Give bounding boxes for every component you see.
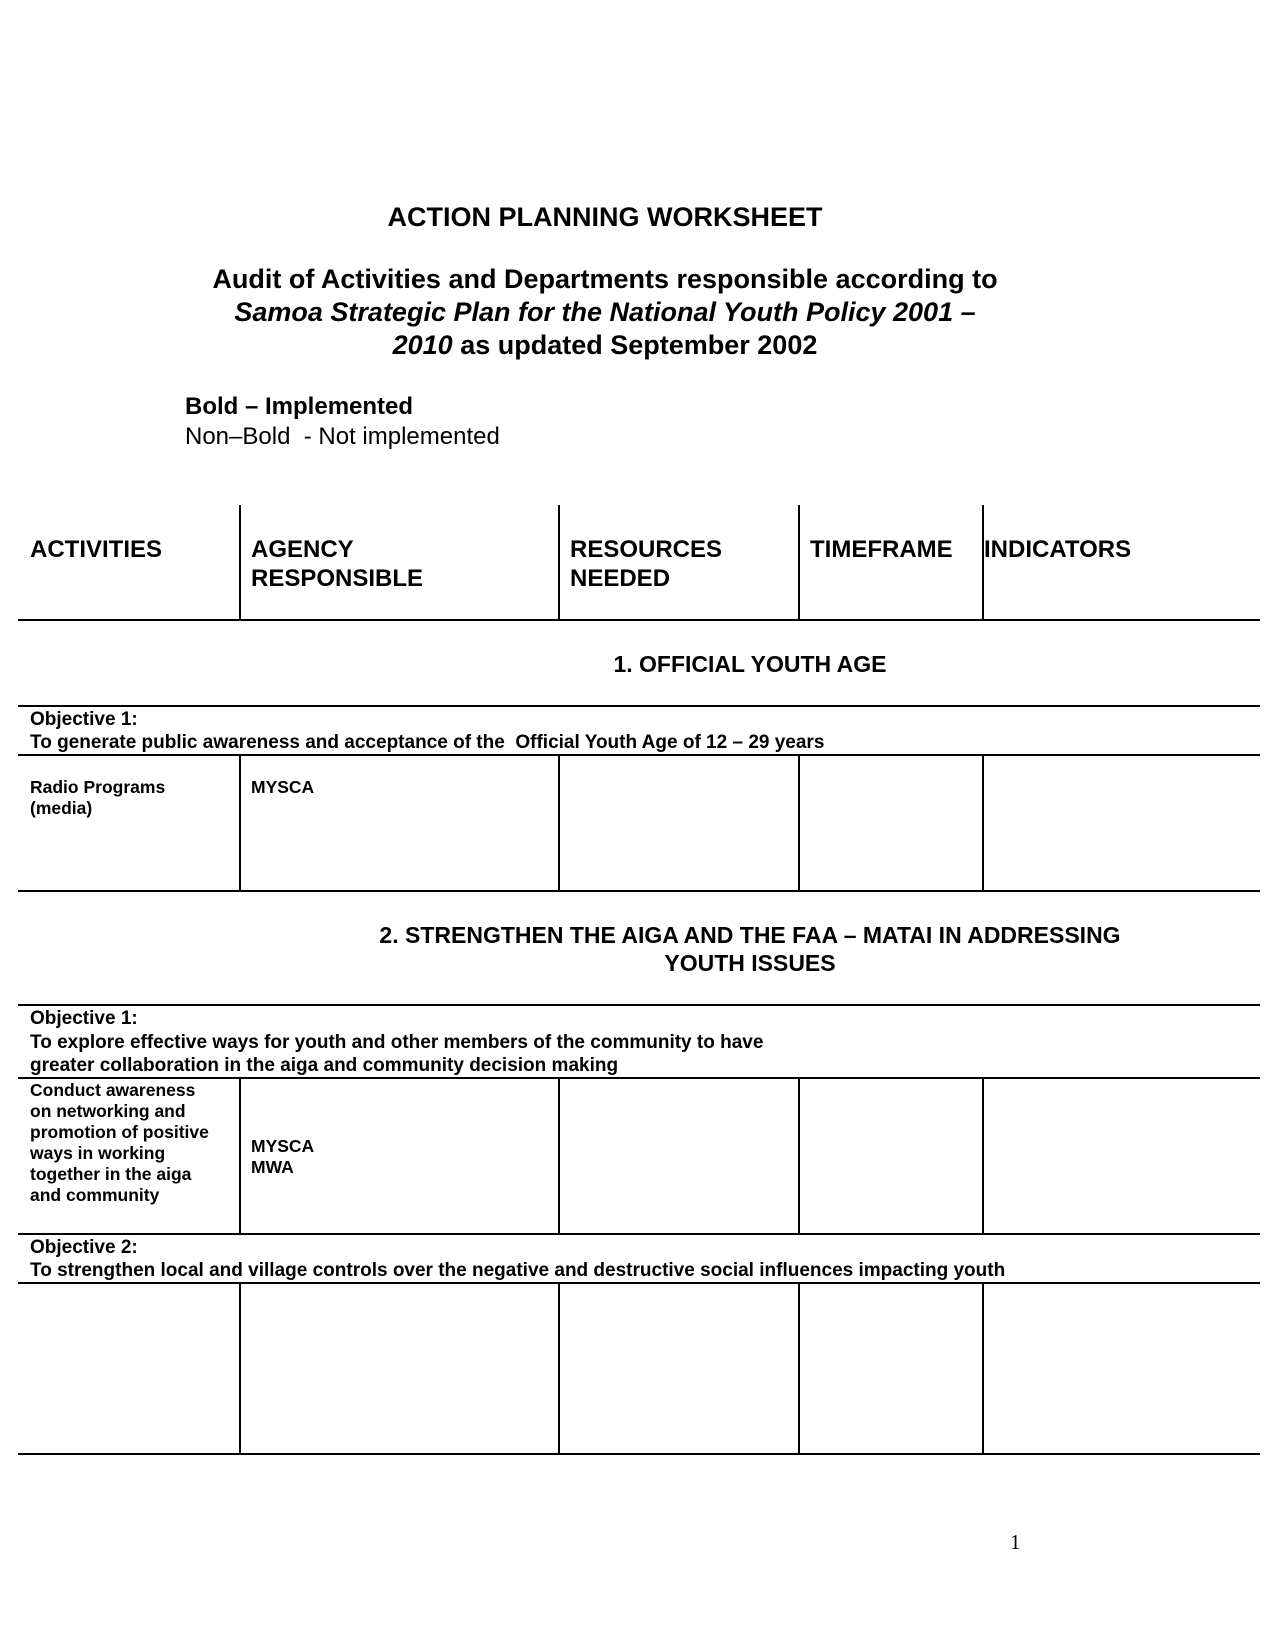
page-number: 1 (1010, 1530, 1021, 1554)
activity-line: promotion of positive (30, 1122, 209, 1142)
agency-line: MYSCA (251, 1136, 315, 1156)
table-col-rule (558, 1282, 560, 1453)
column-header-resources-line1: RESOURCES (570, 536, 723, 563)
table-col-rule (558, 1077, 560, 1233)
objective-text: To generate public awareness and acceptance of the Official Youth Age of 12 – 29 years (30, 732, 825, 753)
subtitle-line2 (0, 297, 1210, 328)
activity-cell (30, 777, 165, 819)
table-rule (18, 1453, 1260, 1455)
subtitle-line1: Audit of Activities and Departments responsible according to (212, 264, 998, 294)
table-col-rule (798, 1282, 800, 1453)
activity-line: and community (30, 1185, 160, 1205)
activity-line: Radio Programs (30, 777, 166, 797)
table-col-rule (798, 754, 800, 890)
column-header-agency (251, 535, 423, 593)
agency-cell (251, 1136, 314, 1178)
table-col-rule (239, 1282, 241, 1453)
activity-line: (media) (30, 798, 93, 818)
activity-line: on networking and (30, 1101, 186, 1121)
activity-line: together in the aiga (30, 1164, 192, 1184)
activity-cell (30, 1080, 209, 1206)
column-header-agency-line1: AGENCY (251, 536, 354, 563)
table-col-rule (982, 1077, 984, 1233)
section-heading-line2: YOUTH ISSUES (664, 950, 836, 976)
column-header-resources (570, 535, 722, 593)
table-col-rule (558, 505, 560, 619)
table-col-rule (982, 1282, 984, 1453)
legend-bold: Bold – Implemented (185, 393, 414, 420)
activity-line: Conduct awareness (30, 1080, 196, 1100)
column-header-timeframe: TIMEFRAME (810, 536, 953, 563)
page-title: ACTION PLANNING WORKSHEET (387, 202, 823, 232)
table-col-rule (239, 1077, 241, 1233)
table-rule (18, 705, 1260, 707)
objective-text: To explore effective ways for youth and other members of the community to have (30, 1032, 764, 1053)
column-header-indicators: INDICATORS (984, 536, 1132, 563)
table-header-rule (18, 619, 1260, 621)
column-header-resources-line2: NEEDED (570, 565, 671, 592)
legend-nonbold: Non–Bold - Not implemented (185, 423, 500, 450)
section-heading-line1: 2. STRENGTHEN THE AIGA AND THE FAA – MATAI IN ADDRESSING (379, 922, 1121, 948)
objective-label: Objective 2: (30, 1237, 138, 1258)
table-rule (18, 1004, 1260, 1006)
table-rule (18, 890, 1260, 892)
table-col-rule (239, 505, 241, 619)
subtitle-italic-year: 2010 (392, 330, 453, 360)
table-col-rule (982, 754, 984, 890)
column-header-agency-line2: RESPONSIBLE (251, 565, 424, 592)
table-col-rule (798, 505, 800, 619)
section-heading: 1. OFFICIAL YOUTH AGE (613, 651, 887, 677)
objective-label: Objective 1: (30, 1008, 138, 1029)
subtitle-line3 (0, 330, 1210, 361)
agency-line: MWA (251, 1157, 294, 1177)
table-col-rule (558, 754, 560, 890)
objective-text: greater collaboration in the aiga and community decision making (30, 1055, 619, 1076)
table-col-rule (798, 1077, 800, 1233)
subtitle-italic-text: Samoa Strategic Plan for the National Youth Policy 2001 – (234, 297, 976, 327)
table-rule (18, 1233, 1260, 1235)
subtitle-date-text: as updated September 2002 (452, 330, 818, 360)
activity-line: ways in working (30, 1143, 166, 1163)
section-heading (340, 921, 1160, 977)
agency-cell: MYSCA (251, 777, 315, 797)
objective-label: Objective 1: (30, 709, 138, 730)
objective-text: To strengthen local and village controls over the negative and destructive social influences impacting youth (30, 1260, 1006, 1281)
column-header-activities: ACTIVITIES (30, 536, 163, 563)
table-col-rule (239, 754, 241, 890)
